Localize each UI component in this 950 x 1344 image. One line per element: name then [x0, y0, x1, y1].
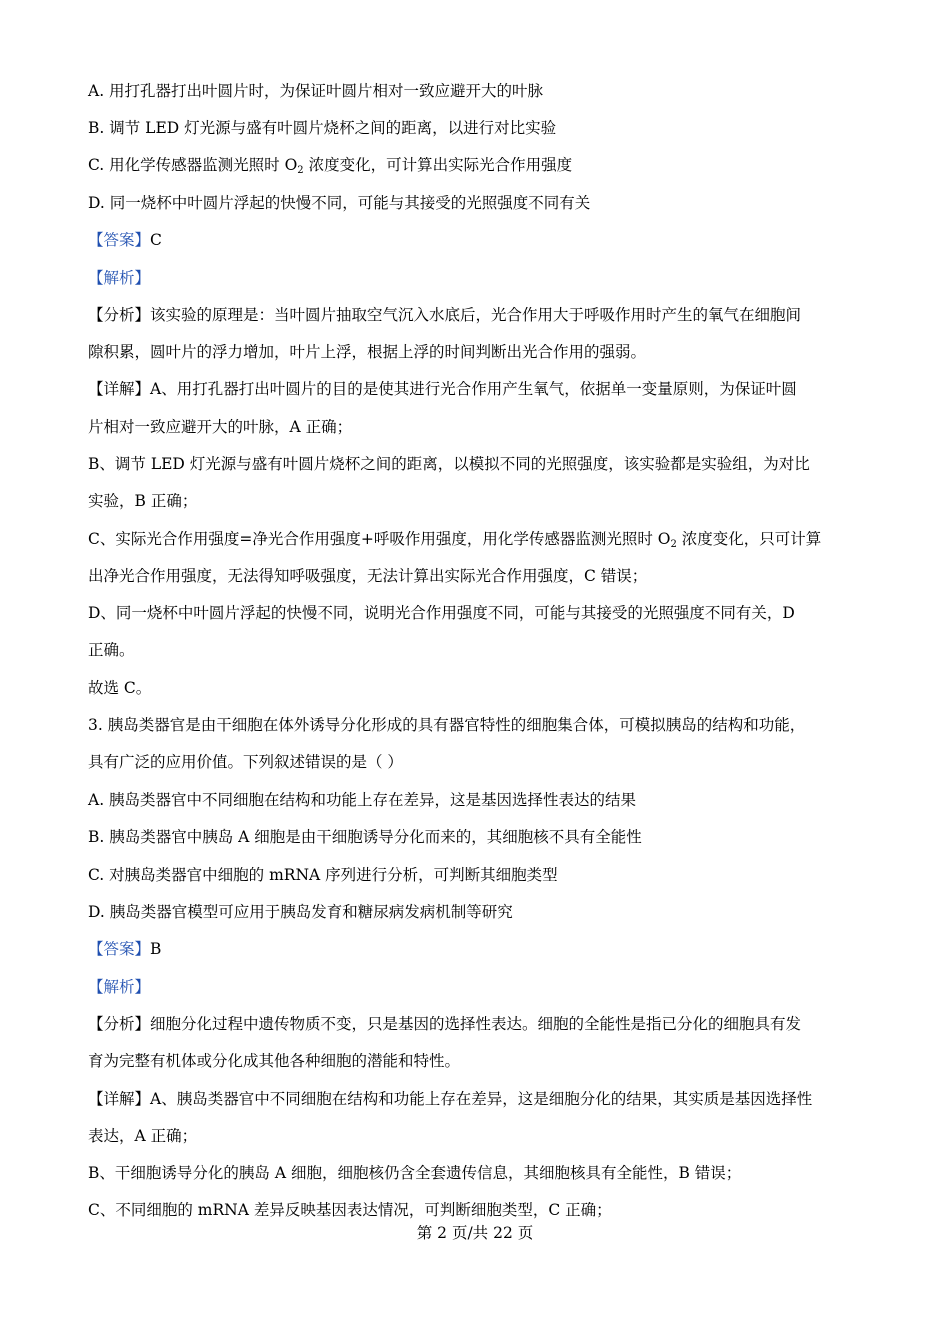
q3-detail-c: C、不同细胞的 mRNA 差异反映基因表达情况，可判断细胞类型，C 正确；	[88, 1201, 612, 1219]
q3-option-d: D. 胰岛类器官模型可应用于胰岛发育和糖尿病发病机制等研究	[88, 903, 513, 921]
q3-analysis-tag: 【解析】	[88, 978, 151, 996]
q2-detail-d-line1: D、同一烧杯中叶圆片浮起的快慢不同，说明光合作用强度不同，可能与其接受的光照强度不同有关，D	[88, 604, 795, 622]
q2-option-a: A. 用打孔器打出叶圆片时，为保证叶圆片相对一致应避开大的叶脉	[88, 82, 544, 100]
q3-fenxi-line1: 【分析】细胞分化过程中遗传物质不变，只是基因的选择性表达。细胞的全能性是指已分化的细胞具有发	[88, 1015, 802, 1033]
q2-analysis-tag: 【解析】	[88, 269, 151, 287]
q2-fenxi-line1: 【分析】该实验的原理是：当叶圆片抽取空气沉入水底后，光合作用大于呼吸作用时产生的氧气在细胞间	[88, 306, 802, 324]
q2-option-d: D. 同一烧杯中叶圆片浮起的快慢不同，可能与其接受的光照强度不同有关	[88, 194, 591, 212]
q2-option-c: C. 用化学传感器监测光照时 $O_2$ 浓度变化，可计算出实际光合作用强度	[88, 156, 573, 176]
q2-detail-c-line1: C、实际光合作用强度=净光合作用强度+呼吸作用强度，用化学传感器监测光照时 $O_2$ 浓度变化，只可计算	[88, 530, 822, 550]
q2-detail-b-line1: B、调节 LED 灯光源与盛有叶圆片烧杯之间的距离，以模拟不同的光照强度，该实验都是实验组，为对比	[88, 455, 810, 473]
q3-answer: 【答案】B	[88, 940, 162, 958]
q2-answer: 【答案】C	[88, 231, 162, 249]
q2-detail-c-line2: 出净光合作用强度，无法得知呼吸强度，无法计算出实际光合作用强度，C 错误；	[88, 567, 648, 585]
q2-detail-a-line2: 片相对一致应避开大的叶脉，A 正确；	[88, 418, 353, 436]
q2-detail-b-line2: 实验，B 正确；	[88, 492, 198, 510]
q3-fenxi-line2: 育为完整有机体或分化成其他各种细胞的潜能和特性。	[88, 1052, 461, 1070]
q2-conclusion: 故选 C。	[88, 679, 152, 697]
q3-detail-a-line2: 表达，A 正确；	[88, 1127, 198, 1145]
q2-detail-d-line2: 正确。	[88, 641, 135, 659]
q3-option-c: C. 对胰岛类器官中细胞的 mRNA 序列进行分析，可判断其细胞类型	[88, 866, 558, 884]
answer-tag: 【答案】	[88, 231, 151, 249]
page-footer: 第 2 页/共 22 页	[416, 1224, 534, 1242]
q2-option-b: B. 调节 LED 灯光源与盛有叶圆片烧杯之间的距离，以进行对比实验	[88, 119, 557, 137]
q2-fenxi-line2: 隙积累，圆叶片的浮力增加，叶片上浮，根据上浮的时间判断出光合作用的强弱。	[88, 343, 647, 361]
answer-tag: 【答案】	[88, 940, 151, 958]
q2-detail-a-line1: 【详解】A、用打孔器打出叶圆片的目的是使其进行光合作用产生氧气，依据单一变量原则，为保证叶圆	[88, 380, 797, 398]
q3-detail-b: B、干细胞诱导分化的胰岛 A 细胞，细胞核仍含全套遗传信息，其细胞核具有全能性，B 错误；	[88, 1164, 742, 1182]
q3-detail-a-line1: 【详解】A、胰岛类器官中不同细胞在结构和功能上存在差异，这是细胞分化的结果，其实质是基因选择性	[88, 1090, 813, 1108]
q3-stem-line1: 3. 胰岛类器官是由干细胞在体外诱导分化形成的具有器官特性的细胞集合体，可模拟胰岛的结构和功能，	[88, 716, 806, 734]
q3-option-a: A. 胰岛类器官中不同细胞在结构和功能上存在差异，这是基因选择性表达的结果	[88, 791, 637, 809]
q3-option-b: B. 胰岛类器官中胰岛 A 细胞是由干细胞诱导分化而来的，其细胞核不具有全能性	[88, 828, 642, 846]
q3-stem-line2: 具有广泛的应用价值。下列叙述错误的是（ ）	[88, 753, 403, 771]
